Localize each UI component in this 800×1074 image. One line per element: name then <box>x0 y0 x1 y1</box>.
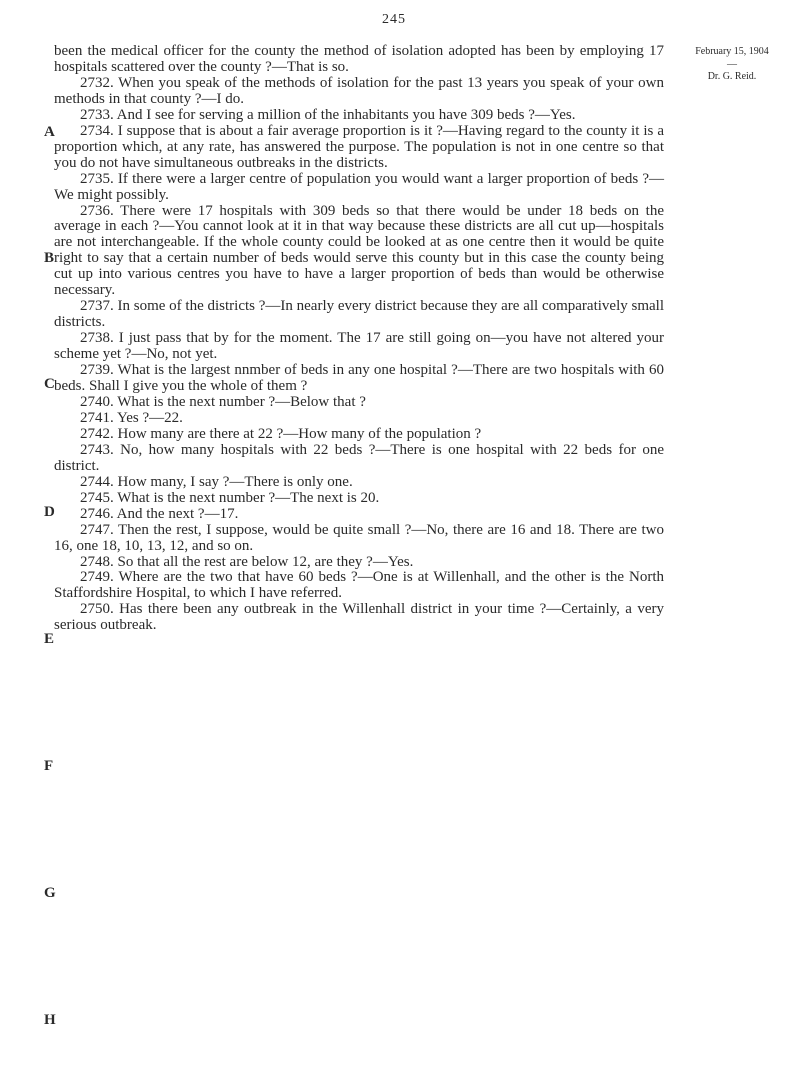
paragraph-2748: 2748. So that all the rest are below 12, are they ?—Yes. <box>80 553 414 570</box>
paragraph-2746: 2746. And the next ?—17. <box>80 505 239 522</box>
paragraph-2738: 2738. I just pass that by for the moment. The 17 are still going on—you have not altered your scheme yet ?—No, not yet. <box>54 330 664 363</box>
paragraph-2737: 2737. In some of the districts ?—In nearly every district because they are all comparatively small districts. <box>54 298 664 331</box>
section-letter-a: A <box>44 124 55 140</box>
section-letter-c: C <box>44 376 55 392</box>
section-letter-d: D <box>44 504 55 520</box>
paragraph-continuation: been the medical officer for the county the method of isolation adopted has been by employing 17 hospitals scattered over the county ?—That is so. <box>54 43 664 75</box>
section-letter-g: G <box>44 885 56 901</box>
paragraph-2743: 2743. No, how many hospitals with 22 beds ?—There is one hospital with 22 beds for one district. <box>54 441 664 474</box>
paragraph-2739: 2739. What is the largest nnmber of beds in any one hospital ?—There are two hospitals with 60 beds. Shall I give you the whole of them ? <box>54 362 664 395</box>
margin-date: February 15, 1904 <box>695 46 769 57</box>
paragraph-2750: 2750. Has there been any outbreak in the Willenhall district in your time ?—Certainly, a very serious outbreak. <box>54 601 664 634</box>
paragraph-2741: 2741. Yes ?—22. <box>80 409 183 426</box>
paragraph-2744: 2744. How many, I say ?—There is only one. <box>80 473 353 490</box>
margin-witness: Dr. G. Reid. <box>707 71 757 82</box>
paragraph-2734: 2734. I suppose that is about a fair average proportion is it ?—Having regard to the county it is a proportion which, at any rate, has answered the purpose. The population is not in one centre so that you do not have simultaneous outbreaks in the districts. <box>54 122 664 171</box>
paragraph-2742: 2742. How many are there at 22 ?—How many of the population ? <box>80 425 482 442</box>
paragraph-2747: 2747. Then the rest, I suppose, would be quite small ?—No, there are 16 and 18. There are two 16, one 18, 10, 13, 12, and so on. <box>54 521 664 554</box>
section-letter-f: F <box>44 758 54 774</box>
section-letter-b: B <box>44 250 55 266</box>
section-letter-e: E <box>44 631 55 647</box>
paragraph-2745: 2745. What is the next number ?—The next is 20. <box>80 489 380 506</box>
paragraph-2740: 2740. What is the next number ?—Below that ? <box>80 393 366 410</box>
paragraph-2732: 2732. When you speak of the methods of isolation for the past 13 years you speak of your own methods in that county ?—I do. <box>54 74 664 107</box>
paragraph-2749: 2749. Where are the two that have 60 beds ?—One is at Willenhall, and the other is the North Staffordshire Hospital, to which I have referred. <box>54 569 664 602</box>
margin-dash: — <box>727 59 737 70</box>
testimony-text <box>54 44 664 634</box>
paragraph-2736: 2736. There were 17 hospitals with 309 beds so that there would be under 18 beds on the average in each ?—You cannot look at it in that way because these districts are all cut up—hospitals are not interchangeable. If the whole county could be looked at as one centre then it would be quite right to say that a certain number of beds would serve this county but in this case the county being cut up into various centres you have to have a larger proportion of beds than would be otherwise necessary. <box>54 202 664 299</box>
paragraph-2735: 2735. If there were a larger centre of population you would want a larger proportion of beds ?—We might possibly. <box>54 170 664 203</box>
page-number: 245 <box>382 12 406 27</box>
paragraph-2733: 2733. And I see for serving a million of the inhabitants you have 309 beds ?—Yes. <box>80 106 576 123</box>
section-letter-h: H <box>44 1012 56 1028</box>
